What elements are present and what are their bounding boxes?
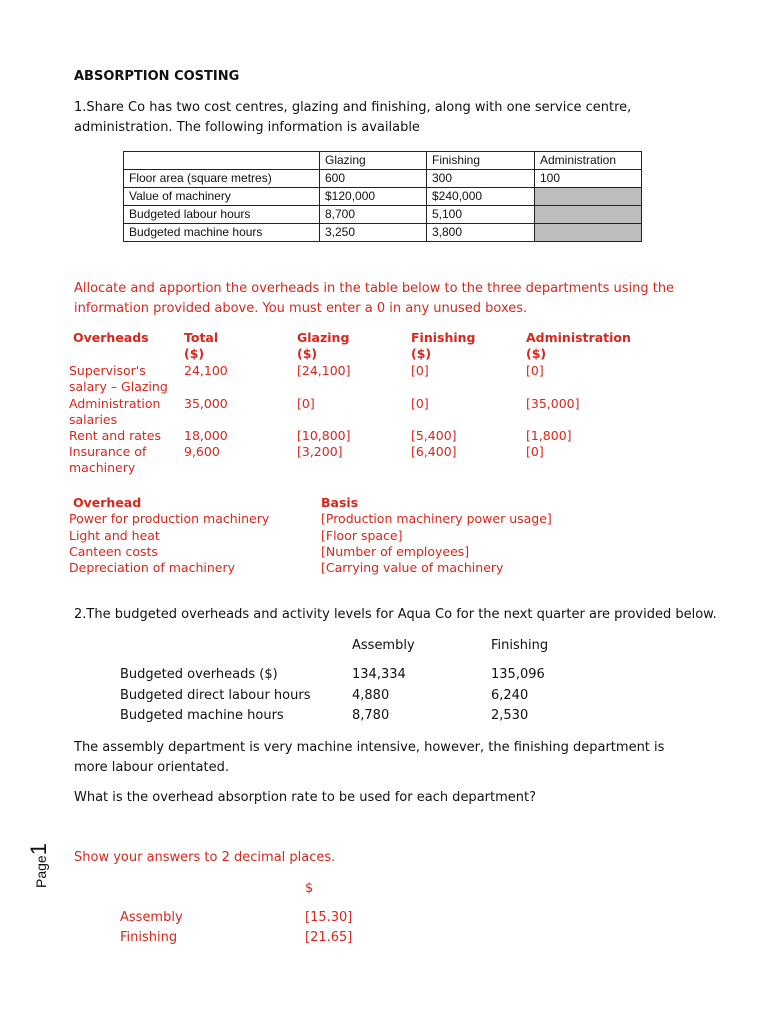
info-header-blank bbox=[124, 152, 320, 170]
basis-header-basis: Basis bbox=[321, 495, 359, 510]
overhead-label: salary – Glazing bbox=[69, 379, 168, 394]
overhead-total: 35,000 bbox=[184, 396, 228, 411]
q2-currency: $ bbox=[305, 881, 314, 896]
q2-answer-label: Assembly bbox=[120, 910, 183, 925]
q2-header-finishing: Finishing bbox=[491, 638, 549, 653]
overhead-admin-answer[interactable]: [35,000] bbox=[526, 396, 580, 411]
overhead-finishing-answer[interactable]: [6,400] bbox=[411, 444, 457, 459]
overheads-header-administration: Administration bbox=[526, 330, 631, 345]
q2-row-assembly: 134,334 bbox=[352, 667, 406, 682]
basis-overhead: Canteen costs bbox=[69, 544, 158, 559]
overheads-unit: ($) bbox=[297, 346, 318, 361]
page-word: Page bbox=[33, 855, 49, 888]
overheads-header-label: Overheads bbox=[73, 330, 149, 345]
q2-question: What is the overhead absorption rate to be used for each department? bbox=[74, 790, 536, 805]
info-cell: 3,800 bbox=[427, 224, 535, 242]
q2-row-label: Budgeted machine hours bbox=[120, 708, 284, 723]
overhead-label: Insurance of bbox=[69, 444, 147, 459]
overhead-label: Supervisor's bbox=[69, 363, 146, 378]
page-number bbox=[26, 843, 52, 888]
table-row bbox=[124, 170, 642, 188]
info-cell-empty bbox=[535, 206, 642, 224]
info-table bbox=[123, 151, 642, 242]
page-number-value: 1 bbox=[26, 843, 51, 856]
overhead-label: salaries bbox=[69, 412, 118, 427]
q2-row-finishing: 135,096 bbox=[491, 667, 545, 682]
overhead-admin-answer[interactable]: [0] bbox=[526, 444, 544, 459]
overhead-finishing-answer[interactable]: [5,400] bbox=[411, 428, 457, 443]
info-cell: 100 bbox=[535, 170, 642, 188]
q2-answer-value[interactable]: [21.65] bbox=[305, 930, 353, 945]
q2-instruction: Show your answers to 2 decimal places. bbox=[74, 850, 336, 865]
q2-row-label: Budgeted overheads ($) bbox=[120, 667, 278, 682]
basis-answer[interactable]: [Production machinery power usage] bbox=[321, 511, 552, 526]
overhead-total: 18,000 bbox=[184, 428, 228, 443]
q2-row-finishing: 2,530 bbox=[491, 708, 529, 723]
page-title: ABSORPTION COSTING bbox=[74, 69, 240, 84]
table-row bbox=[124, 224, 642, 242]
basis-overhead: Power for production machinery bbox=[69, 511, 270, 526]
overheads-unit: ($) bbox=[526, 346, 547, 361]
overhead-label: Administration bbox=[69, 396, 161, 411]
q1-intro: 1.Share Co has two cost centres, glazing and finishing, along with one service centre, administration. The following information is available bbox=[74, 100, 632, 135]
info-cell: $240,000 bbox=[427, 188, 535, 206]
table-row bbox=[124, 206, 642, 224]
basis-answer[interactable]: [Carrying value of machinery bbox=[321, 560, 504, 575]
overhead-glazing-answer[interactable]: [24,100] bbox=[297, 363, 351, 378]
overhead-total: 24,100 bbox=[184, 363, 228, 378]
q2-paragraph: The assembly department is very machine intensive, however, the finishing department is more labour orientated. bbox=[74, 740, 665, 775]
overhead-label: machinery bbox=[69, 460, 136, 475]
overheads-header-finishing: Finishing bbox=[411, 330, 476, 345]
info-cell: $120,000 bbox=[320, 188, 427, 206]
info-cell: 600 bbox=[320, 170, 427, 188]
q2-header-assembly: Assembly bbox=[352, 638, 415, 653]
info-cell: Value of machinery bbox=[124, 188, 320, 206]
overhead-admin-answer[interactable]: [0] bbox=[526, 363, 544, 378]
q2-intro: 2.The budgeted overheads and activity levels for Aqua Co for the next quarter are provided below. bbox=[74, 607, 717, 622]
info-cell-empty bbox=[535, 224, 642, 242]
overheads-unit: ($) bbox=[411, 346, 432, 361]
info-cell: 8,700 bbox=[320, 206, 427, 224]
info-cell: Budgeted labour hours bbox=[124, 206, 320, 224]
info-header-glazing: Glazing bbox=[320, 152, 427, 170]
basis-header-overhead: Overhead bbox=[73, 495, 142, 510]
overheads-unit: ($) bbox=[184, 346, 205, 361]
overhead-label: Rent and rates bbox=[69, 428, 162, 443]
overhead-finishing-answer[interactable]: [0] bbox=[411, 396, 429, 411]
overhead-glazing-answer[interactable]: [3,200] bbox=[297, 444, 343, 459]
q2-row-assembly: 4,880 bbox=[352, 688, 390, 703]
overhead-glazing-answer[interactable]: [0] bbox=[297, 396, 315, 411]
basis-overhead: Light and heat bbox=[69, 528, 160, 543]
q2-answer-value[interactable]: [15.30] bbox=[305, 910, 353, 925]
q2-answer-label: Finishing bbox=[120, 930, 178, 945]
q1-instruction: Allocate and apportion the overheads in the table below to the three departments using the information provided above. You must enter a 0 in any unused boxes. bbox=[74, 281, 675, 316]
overheads-header-glazing: Glazing bbox=[297, 330, 350, 345]
info-table-header-row bbox=[124, 152, 642, 170]
overhead-finishing-answer[interactable]: [0] bbox=[411, 363, 429, 378]
overhead-admin-answer[interactable]: [1,800] bbox=[526, 428, 572, 443]
info-cell: 3,250 bbox=[320, 224, 427, 242]
info-cell: Budgeted machine hours bbox=[124, 224, 320, 242]
info-header-finishing: Finishing bbox=[427, 152, 535, 170]
basis-answer[interactable]: [Floor space] bbox=[321, 528, 403, 543]
info-header-administration: Administration bbox=[535, 152, 642, 170]
q2-row-finishing: 6,240 bbox=[491, 688, 529, 703]
info-cell: 5,100 bbox=[427, 206, 535, 224]
q2-row-label: Budgeted direct labour hours bbox=[120, 688, 311, 703]
info-cell: 300 bbox=[427, 170, 535, 188]
overhead-glazing-answer[interactable]: [10,800] bbox=[297, 428, 351, 443]
overheads-header-total: Total bbox=[184, 330, 219, 345]
info-cell-empty bbox=[535, 188, 642, 206]
overhead-total: 9,600 bbox=[184, 444, 220, 459]
basis-answer[interactable]: [Number of employees] bbox=[321, 544, 470, 559]
q2-row-assembly: 8,780 bbox=[352, 708, 390, 723]
basis-overhead: Depreciation of machinery bbox=[69, 560, 236, 575]
table-row bbox=[124, 188, 642, 206]
info-cell: Floor area (square metres) bbox=[124, 170, 320, 188]
